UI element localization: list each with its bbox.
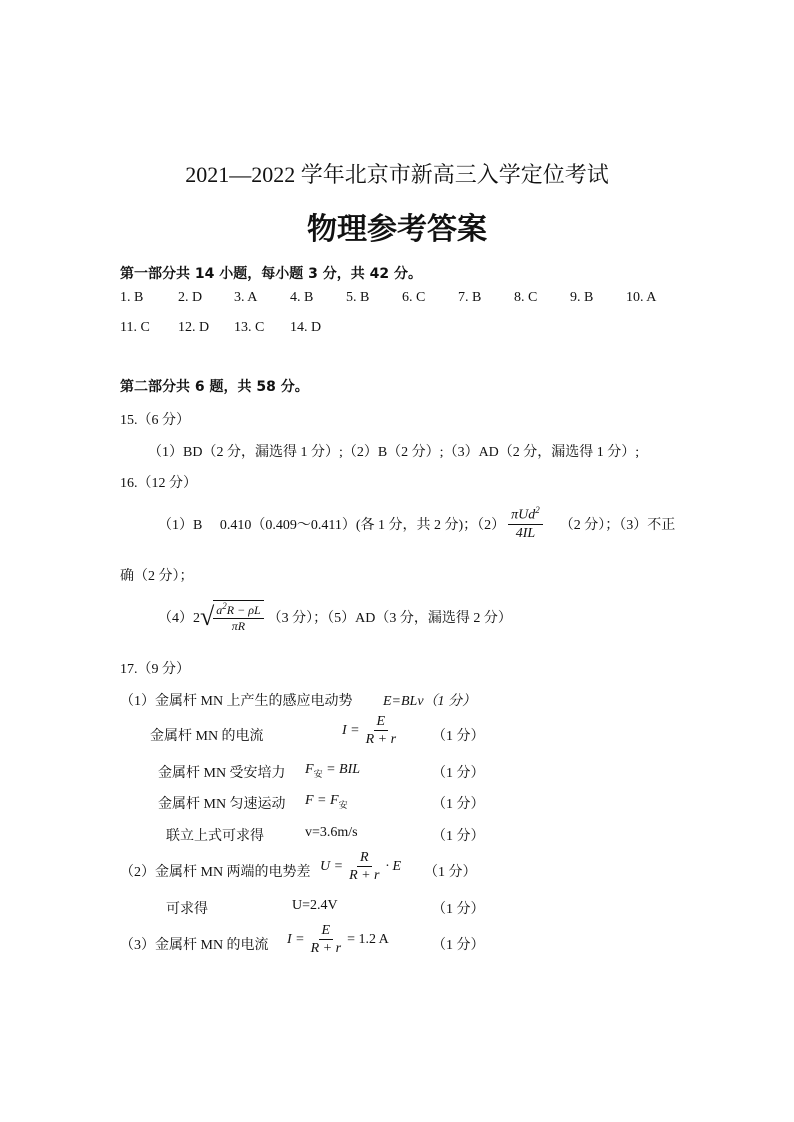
q17-s7-eq: U=2.4V: [292, 898, 338, 913]
q17-s7-score: （1 分）: [432, 902, 485, 917]
answer-6: 6. C: [402, 290, 426, 305]
q17-s1-eq: E=BLv（1 分）: [383, 694, 477, 709]
q17-s3-score: （1 分）: [432, 766, 485, 781]
q17-s6-eq: U = $\frac{R}{R + r}$ · E: [320, 850, 402, 884]
q17-s2-label: 金属杆 MN 的电流: [150, 729, 264, 744]
q16-line3-prefix: （4）2: [158, 610, 200, 626]
q16-line1: [158, 506, 675, 541]
answer-13: 13. C: [234, 320, 265, 335]
answer-3: 3. A: [234, 290, 258, 305]
q16-sqrt: [200, 600, 264, 633]
q16-line1-prefix: （1）B 0.410（0.409～0.411）(各 1 分，共 2 分)；（2）: [158, 517, 506, 533]
answer-key-title: 物理参考答案: [307, 212, 487, 247]
q16-line3: [158, 600, 512, 633]
q15-label: 15.（6 分）: [120, 413, 190, 428]
answer-14: 14. D: [290, 320, 322, 335]
part2-heading: 第二部分共 6 题，共 58 分。: [120, 379, 309, 395]
answer-10: 10. A: [626, 290, 657, 305]
q17-s7-label: 可求得: [166, 902, 208, 917]
q15-answer: （1）BD（2 分，漏选得 1 分）;（2）B（2 分）;（3）AD（2 分，漏选得 1 分）;: [148, 445, 640, 460]
part1-heading: 第一部分共 14 小题，每小题 3 分，共 42 分。: [120, 266, 422, 282]
q17-s3-label: 金属杆 MN 受安培力: [158, 766, 286, 781]
q17-s3-eq: $F_安$ = BIL: [305, 762, 361, 779]
q17-s8-eq: I = $\frac{E}{R + r}$ = 1.2 A: [287, 923, 389, 957]
q17-s8-label: （3）金属杆 MN 的电流: [120, 938, 269, 953]
q16-line3-suffix: （3 分）；（5）AD（3 分，漏选得 2 分）: [267, 610, 512, 626]
q16-frac-denominator: 4IL: [515, 526, 536, 542]
answer-11: 11. C: [120, 320, 150, 335]
q17-s2-eq: I = $\frac{E}{R + r}$: [342, 714, 397, 748]
q17-s6-label: （2）金属杆 MN 两端的电势差: [120, 865, 311, 880]
answer-7: 7. B: [458, 290, 482, 305]
answer-1: 1. B: [120, 290, 144, 305]
q17-s4-label: 金属杆 MN 匀速运动: [158, 797, 286, 812]
sqrt-sign-icon: √: [200, 601, 215, 631]
q17-s4-score: （1 分）: [432, 797, 485, 812]
q17-s2-score: （1 分）: [432, 729, 485, 744]
q16-line1-suffix: （2 分）；（3）不正: [559, 517, 676, 533]
q17-s5-label: 联立上式可求得: [166, 829, 264, 844]
q17-s6-score: （1 分）: [424, 865, 477, 880]
q17-s4-eq: $F = F_安$: [305, 793, 348, 810]
q17-s5-eq: v=3.6m/s: [305, 825, 358, 840]
answer-9: 9. B: [570, 290, 594, 305]
q17-label: 17.（9 分）: [120, 662, 190, 677]
answer-12: 12. D: [178, 320, 210, 335]
q17-s1-label: （1）金属杆 MN 上产生的感应电动势: [120, 694, 353, 709]
q16-line2: 确（2 分）；: [120, 569, 194, 584]
exam-title: 2021—2022 学年北京市新高三入学定位考试: [185, 162, 609, 187]
q17-s5-score: （1 分）: [432, 829, 485, 844]
answer-8: 8. C: [514, 290, 538, 305]
q17-s8-score: （1 分）: [432, 938, 485, 953]
q16-fraction: [508, 506, 543, 541]
q16-sqrt-numerator: $a^2R - \rho L$: [213, 602, 263, 619]
answer-4: 4. B: [290, 290, 314, 305]
q16-label: 16.（12 分）: [120, 476, 197, 491]
answer-5: 5. B: [346, 290, 370, 305]
q16-sqrt-denominator: πR: [231, 619, 246, 634]
answer-2: 2. D: [178, 290, 203, 305]
q16-frac-numerator: πUd$^2$: [508, 506, 543, 525]
